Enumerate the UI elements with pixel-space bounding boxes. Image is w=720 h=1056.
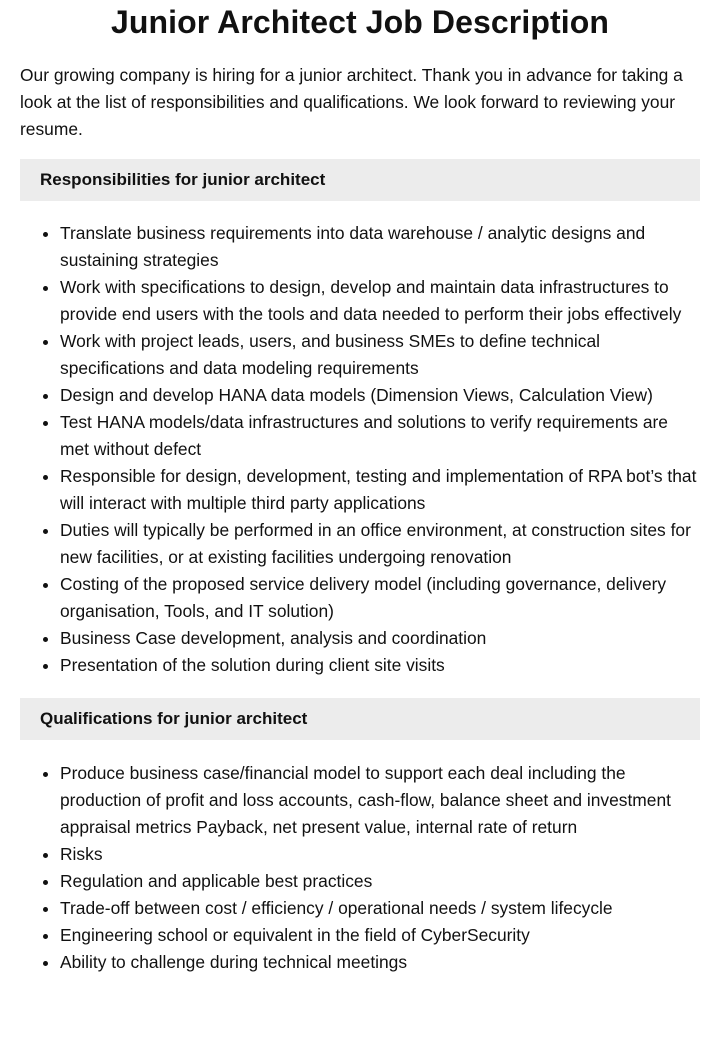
list-item: • Engineering school or equivalent in the field of CyberSecurity — [60, 922, 700, 949]
list-item: • Design and develop HANA data models (Dimension Views, Calculation View) — [60, 382, 700, 409]
page-title: Junior Architect Job Description — [110, 4, 610, 40]
list-item: • Test HANA models/data infrastructures and solutions to verify requirements are met without defect — [60, 409, 700, 463]
list-item: • Work with specifications to design, develop and maintain data infrastructures to provide end users with the tools and data needed to perform their jobs effectively — [60, 274, 700, 328]
list-item: • Regulation and applicable best practices — [60, 868, 700, 895]
list-item: • Responsible for design, development, testing and implementation of RPA bot’s that will interact with multiple third party applications — [60, 463, 700, 517]
list-item: • Costing of the proposed service delivery model (including governance, delivery organisation, Tools, and IT solution) — [60, 571, 700, 625]
list-item: • Business Case development, analysis and coordination — [60, 625, 700, 652]
qualifications-heading: Qualifications for junior architect — [20, 698, 700, 740]
list-item: • Translate business requirements into data warehouse / analytic designs and sustaining strategies — [60, 220, 700, 274]
responsibilities-heading: Responsibilities for junior architect — [20, 159, 700, 201]
list-item: • Duties will typically be performed in an office environment, at construction sites for new facilities, or at existing facilities undergoing renovation — [60, 517, 700, 571]
qualifications-list — [20, 760, 700, 976]
list-item: • Trade-off between cost / efficiency / operational needs / system lifecycle — [60, 895, 700, 922]
list-item: • Work with project leads, users, and business SMEs to define technical specifications and data modeling requirements — [60, 328, 700, 382]
list-item: • Produce business case/financial model to support each deal including the production of profit and loss accounts, cash-flow, balance sheet and investment appraisal metrics Payback, net present value, internal rate of return — [60, 760, 700, 841]
intro-paragraph: Our growing company is hiring for a junior architect. Thank you in advance for taking a look at the list of responsibilities and qualifications. We look forward to reviewing your resume. — [20, 65, 683, 139]
list-item: • Ability to challenge during technical meetings — [60, 949, 700, 976]
list-item: • Presentation of the solution during client site visits — [60, 652, 700, 679]
list-item: • Risks — [60, 841, 700, 868]
responsibilities-list — [20, 220, 700, 679]
